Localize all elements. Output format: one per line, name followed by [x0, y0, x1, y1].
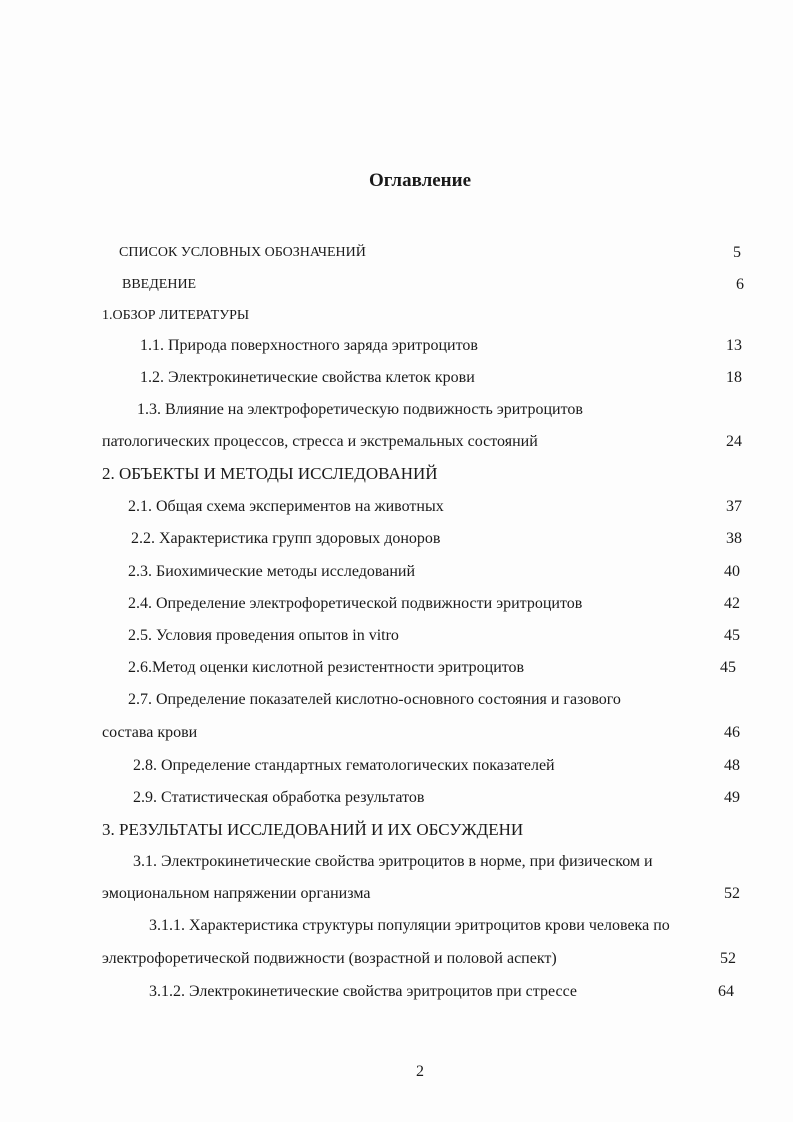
- toc-entry: состава крови: [102, 724, 198, 741]
- toc-entry: 2.7. Определение показателей кислотно-основного состояния и газового: [128, 691, 621, 708]
- toc-page: 40: [724, 563, 740, 580]
- toc-page: 37: [726, 498, 742, 515]
- toc-page: 46: [724, 724, 740, 741]
- toc-page: 18: [726, 369, 742, 386]
- toc-page: 52: [720, 950, 736, 967]
- toc-section: 3. РЕЗУЛЬТАТЫ ИССЛЕДОВАНИЙ И ИХ ОБСУЖДЕНИ: [102, 820, 524, 839]
- toc-section: 2. ОБЪЕКТЫ И МЕТОДЫ ИССЛЕДОВАНИЙ: [102, 464, 438, 483]
- toc-page: 45: [720, 659, 736, 676]
- page-title: Оглавление: [368, 170, 472, 191]
- toc-page: 49: [724, 789, 740, 806]
- toc-entry: 2.6.Метод оценки кислотной резистентности эритроцитов: [128, 659, 525, 676]
- toc-page: 38: [726, 530, 742, 547]
- toc-page: 45: [724, 627, 740, 644]
- toc-page: 24: [726, 433, 742, 450]
- toc-entry: 1.1. Природа поверхностного заряда эритроцитов: [140, 337, 478, 354]
- toc-entry: 2.1. Общая схема экспериментов на животных: [128, 498, 444, 515]
- toc-page: 42: [724, 595, 740, 612]
- toc-page: 52: [724, 885, 740, 902]
- toc-page: 5: [733, 244, 741, 261]
- toc-entry: 2.5. Условия проведения опытов in vitro: [128, 627, 399, 644]
- toc-entry: эмоциональном напряжении организма: [102, 885, 371, 902]
- toc-entry: 1.2. Электрокинетические свойства клеток крови: [140, 369, 475, 386]
- toc-entry: 2.8. Определение стандартных гематологических показателей: [133, 757, 555, 774]
- toc-page: 13: [726, 337, 742, 354]
- toc-entry: 3.1.2. Электрокинетические свойства эритроцитов при стрессе: [149, 983, 577, 1000]
- toc-page: 6: [736, 276, 744, 293]
- toc-entry: 3.1.1. Характеристика структуры популяции эритроцитов крови человека по: [149, 917, 670, 934]
- toc-entry: СПИСОК УСЛОВНЫХ ОБОЗНАЧЕНИЙ: [119, 245, 366, 260]
- toc-entry: 2.4. Определение электрофоретической подвижности эритроцитов: [128, 595, 583, 612]
- toc-entry: 3.1. Электрокинетические свойства эритроцитов в норме, при физическом и: [133, 853, 653, 870]
- page-number: 2: [416, 1063, 424, 1080]
- toc-page: 64: [718, 983, 734, 1000]
- toc-entry: 1.3. Влияние на электрофоретическую подвижность эритроцитов: [137, 401, 583, 418]
- toc-entry: 2.9. Статистическая обработка результатов: [133, 789, 425, 806]
- toc-entry: патологических процессов, стресса и экстремальных состояний: [102, 433, 538, 450]
- toc-entry: 2.3. Биохимические методы исследований: [128, 563, 416, 580]
- toc-page: 48: [724, 757, 740, 774]
- toc-entry: ВВЕДЕНИЕ: [122, 277, 197, 292]
- toc-entry: 2.2. Характеристика групп здоровых доноров: [131, 530, 441, 547]
- toc-entry: электрофоретической подвижности (возрастной и половой аспект): [102, 950, 557, 967]
- toc-entry: 1.ОБЗОР ЛИТЕРАТУРЫ: [102, 308, 250, 323]
